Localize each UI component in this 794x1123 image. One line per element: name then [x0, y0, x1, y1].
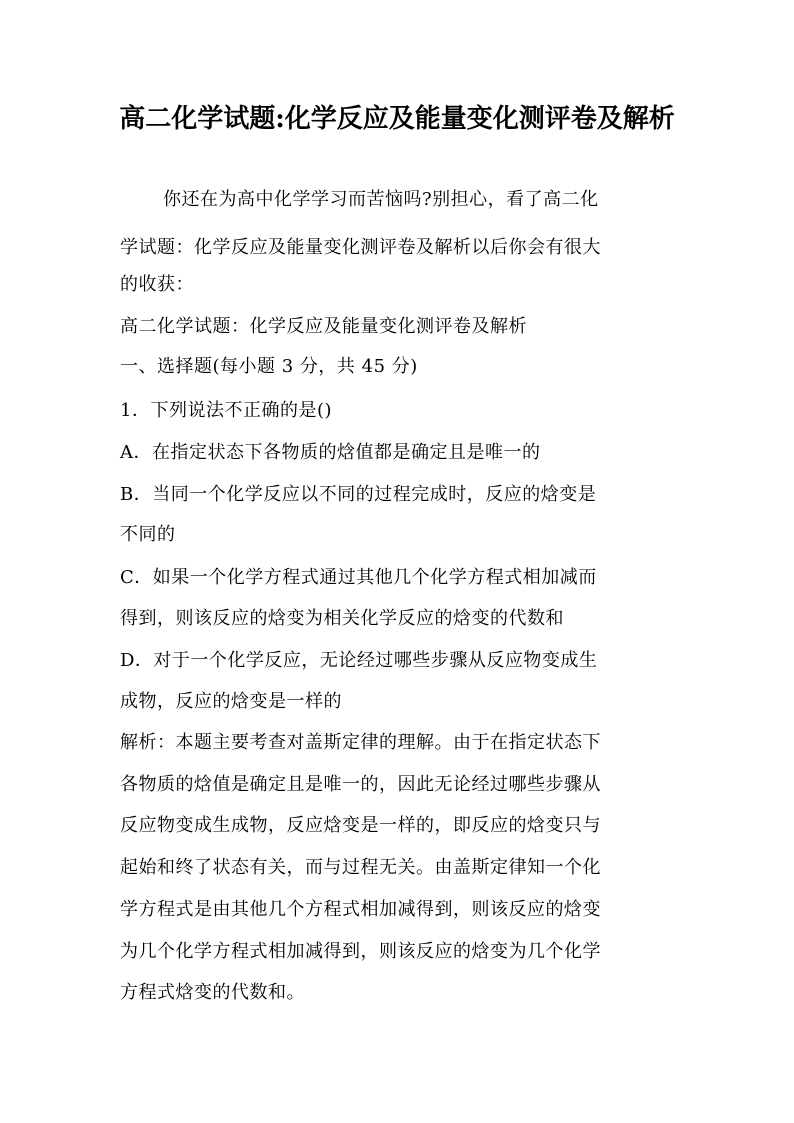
paragraph-line: 你还在为高中化学学习而苦恼吗?别担心，看了高二化 — [163, 189, 599, 210]
option-a: A．在指定状态下各物质的焓值都是确定且是唯一的 — [120, 442, 541, 463]
analysis-line: 反应物变成生成物，反应焓变是一样的，即反应的焓变只与 — [120, 815, 601, 836]
analysis-line: 方程式焓变的代数和。 — [120, 982, 305, 1003]
analysis-line: 起始和终了状态有关，而与过程无关。由盖斯定律知一个化 — [120, 857, 601, 878]
analysis-line: 为几个化学方程式相加减得到，则该反应的焓变为几个化学 — [120, 941, 601, 962]
option-b-continued: 不同的 — [120, 524, 176, 545]
paragraph-line: 高二化学试题：化学反应及能量变化测评卷及解析 — [120, 316, 527, 337]
option-d-continued: 成物，反应的焓变是一样的 — [120, 691, 342, 712]
question-stem: 1．下列说法不正确的是() — [120, 400, 332, 421]
section-heading: 一、选择题(每小题 3 分，共 45 分) — [120, 356, 418, 377]
document-title: 高二化学试题:化学反应及能量变化测评卷及解析 — [119, 104, 675, 134]
analysis-line: 各物质的焓值是确定且是唯一的，因此无论经过哪些步骤从 — [120, 774, 601, 795]
option-c: C．如果一个化学方程式通过其他几个化学方程式相加减而 — [120, 567, 597, 588]
option-c-continued: 得到，则该反应的焓变为相关化学反应的焓变的代数和 — [120, 608, 564, 629]
paragraph-line: 学试题：化学反应及能量变化测评卷及解析以后你会有很大 — [120, 237, 601, 258]
paragraph-line: 的收获： — [120, 274, 194, 295]
analysis-line: 学方程式是由其他几个方程式相加减得到，则该反应的焓变 — [120, 899, 601, 920]
option-d: D．对于一个化学反应，无论经过哪些步骤从反应物变成生 — [120, 650, 598, 671]
option-b: B．当同一个化学反应以不同的过程完成时，反应的焓变是 — [120, 484, 597, 505]
analysis-line: 解析：本题主要考查对盖斯定律的理解。由于在指定状态下 — [120, 732, 601, 753]
